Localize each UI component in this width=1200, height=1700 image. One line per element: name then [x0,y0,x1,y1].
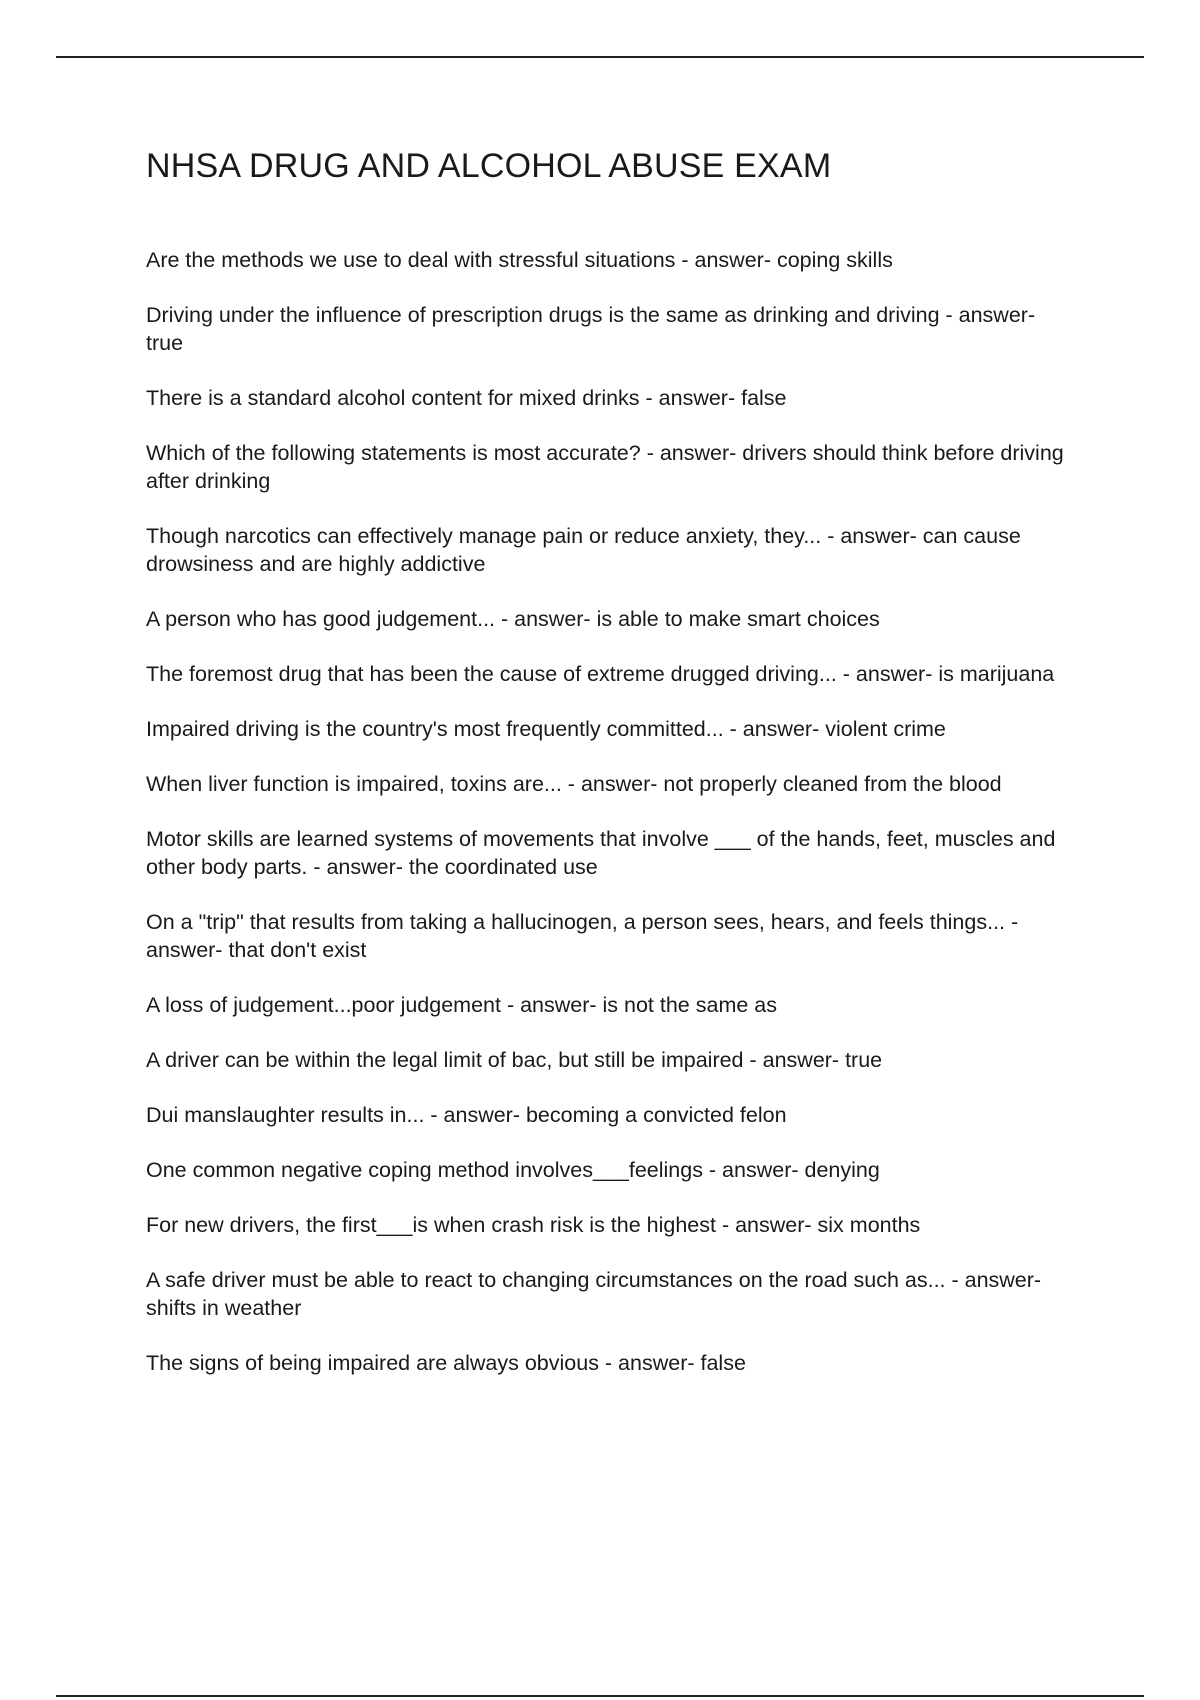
question-item: Which of the following statements is most accurate? - answer- drivers should think before driving after drinking [146,441,1064,493]
question-item: The foremost drug that has been the cause of extreme drugged driving... - answer- is marijuana [146,662,1055,686]
question-item: Dui manslaughter results in... - answer- becoming a convicted felon [146,1103,787,1127]
question-item: Impaired driving is the country's most frequently committed... - answer- violent crime [146,717,946,741]
question-item: There is a standard alcohol content for mixed drinks - answer- false [146,386,787,410]
bottom-divider [56,1695,1144,1697]
question-item: Motor skills are learned systems of movements that involve ___ of the hands, feet, muscles and other body parts. - answer- the coordinated use [146,827,1056,879]
top-divider [56,56,1144,58]
question-item: On a "trip" that results from taking a hallucinogen, a person sees, hears, and feels things... - answer- that don't exist [146,910,1019,962]
question-item: The signs of being impaired are always obvious - answer- false [146,1351,746,1375]
question-item: For new drivers, the first___is when crash risk is the highest - answer- six months [146,1213,921,1237]
question-item: A safe driver must be able to react to changing circumstances on the road such as... - answer- shifts in weather [146,1268,1042,1320]
question-item: A loss of judgement...poor judgement - answer- is not the same as [146,993,777,1017]
question-item: Are the methods we use to deal with stressful situations - answer- coping skills [146,248,893,272]
document-body [146,140,1076,1404]
question-item: When liver function is impaired, toxins are... - answer- not properly cleaned from the blood [146,772,1002,796]
question-item: A driver can be within the legal limit of bac, but still be impaired - answer- true [146,1048,883,1072]
page-title: NHSA DRUG AND ALCOHOL ABUSE EXAM [146,147,832,185]
question-item: One common negative coping method involves___feelings - answer- denying [146,1158,880,1182]
question-item: Though narcotics can effectively manage pain or reduce anxiety, they... - answer- can cause drowsiness and are highly addictive [146,524,1021,576]
question-list [146,246,1076,1377]
question-item: Driving under the influence of prescription drugs is the same as drinking and driving - answer- true [146,303,1036,355]
question-item: A person who has good judgement... - answer- is able to make smart choices [146,607,880,631]
